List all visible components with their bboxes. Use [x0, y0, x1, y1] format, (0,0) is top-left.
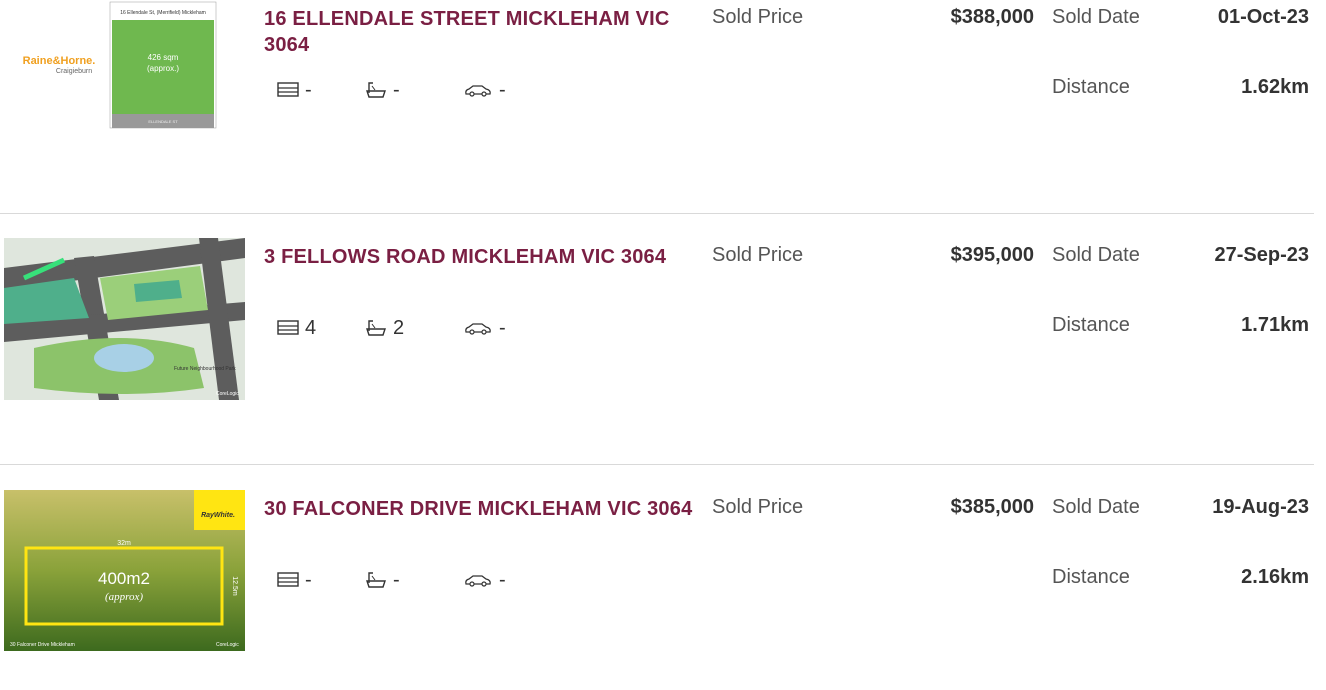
svg-text:CoreLogic: CoreLogic	[216, 642, 239, 648]
property-features	[277, 78, 506, 102]
sold-price-label: Sold Price	[712, 244, 804, 266]
bedrooms	[277, 79, 365, 102]
car-spaces	[463, 79, 506, 102]
svg-text:16 Ellendale St, (Merrifield): 16 Ellendale St, (Merrifield) Mickleham	[120, 10, 206, 16]
bathrooms-count: -	[393, 78, 400, 101]
svg-text:Craigieburn: Craigieburn	[55, 68, 93, 75]
bathrooms	[365, 569, 463, 592]
bathrooms	[365, 317, 463, 340]
bed-icon	[277, 82, 299, 98]
sold-date: 01-Oct-23	[1217, 6, 1309, 28]
listing-card[interactable]	[0, 238, 1326, 438]
bedrooms-count: -	[305, 568, 312, 591]
bedrooms-count: -	[305, 78, 312, 101]
property-address[interactable]: 16 ELLENDALE STREET MICKLEHAM VIC 3064	[264, 8, 670, 56]
distance-label: Distance	[1052, 76, 1130, 98]
car-spaces-count: -	[499, 78, 506, 101]
car-spaces-count: -	[499, 568, 506, 591]
svg-text:30 Falconer Drive Mickleham: 30 Falconer Drive Mickleham	[10, 642, 75, 648]
agency-logo-text: RayWhite.	[201, 512, 235, 519]
property-address[interactable]: 30 FALCONER DRIVE MICKLEHAM VIC 3064	[264, 498, 693, 520]
bedrooms-count: 4	[305, 316, 317, 339]
sold-date: 19-Aug-23	[1212, 496, 1309, 518]
bedrooms	[277, 317, 365, 340]
svg-text:CoreLogic: CoreLogic	[216, 391, 239, 397]
listing-card[interactable]	[0, 490, 1326, 690]
car-icon	[463, 573, 493, 587]
car-spaces	[463, 569, 506, 592]
property-image[interactable]	[4, 238, 245, 400]
sold-date: 27-Sep-23	[1214, 244, 1309, 266]
agency-logo-text: Raine&Horne.	[22, 55, 96, 67]
sold-price-label: Sold Price	[712, 496, 804, 518]
sold-price: $395,000	[950, 244, 1034, 266]
bath-icon	[365, 571, 387, 589]
distance: 1.62km	[1241, 76, 1309, 98]
divider	[0, 464, 1314, 465]
sold-date-label: Sold Date	[1052, 6, 1140, 28]
car-icon	[463, 321, 493, 335]
divider	[0, 213, 1314, 214]
car-icon	[463, 83, 493, 97]
svg-text:Future Neighbourhood Park: Future Neighbourhood Park	[174, 366, 236, 372]
bathrooms-count: -	[393, 568, 400, 591]
bath-icon	[365, 319, 387, 337]
property-features	[277, 316, 506, 340]
bath-icon	[365, 81, 387, 99]
bedrooms	[277, 569, 365, 592]
distance-label: Distance	[1052, 314, 1130, 336]
svg-text:32m: 32m	[117, 540, 131, 547]
bathrooms	[365, 79, 463, 102]
distance-label: Distance	[1052, 566, 1130, 588]
sold-price: $388,000	[950, 6, 1034, 28]
property-features	[277, 568, 506, 592]
svg-text:ELLENDALE ST: ELLENDALE ST	[148, 119, 178, 124]
svg-text:426 sqm: 426 sqm	[147, 53, 179, 62]
car-spaces-count: -	[499, 316, 506, 339]
car-spaces	[463, 317, 506, 340]
distance: 1.71km	[1241, 314, 1309, 336]
svg-text:(approx.): (approx.)	[146, 64, 180, 73]
bed-icon	[277, 320, 299, 336]
property-image[interactable]	[4, 490, 245, 652]
svg-text:400m2: 400m2	[98, 569, 150, 588]
svg-text:(approx): (approx)	[104, 591, 144, 603]
distance: 2.16km	[1241, 566, 1309, 588]
sold-price-label: Sold Price	[712, 6, 804, 28]
bed-icon	[277, 572, 299, 588]
sold-date-label: Sold Date	[1052, 496, 1140, 518]
svg-text:12.5m: 12.5m	[231, 576, 238, 596]
sold-price: $385,000	[950, 496, 1034, 518]
property-address[interactable]: 3 FELLOWS ROAD MICKLEHAM VIC 3064	[264, 246, 667, 268]
bathrooms-count: 2	[393, 316, 405, 339]
sold-date-label: Sold Date	[1052, 244, 1140, 266]
property-image[interactable]	[4, 0, 245, 130]
listing-card[interactable]	[0, 0, 1326, 200]
